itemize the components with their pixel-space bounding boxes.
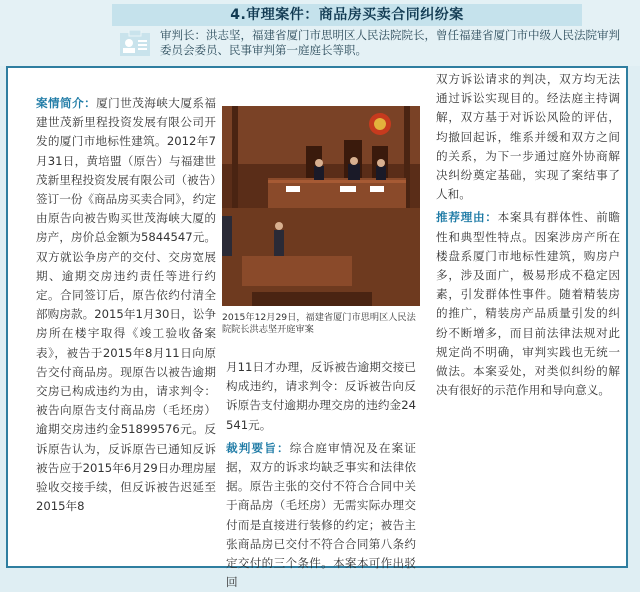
judge-bio <box>160 28 630 58</box>
judge-text: 洪志坚，福建省厦门市思明区人民法院院长，曾任福建省厦门市中级人民法院审判委员会委员、民事审判第一庭庭长等职。 <box>160 28 620 57</box>
column-3 <box>436 70 620 400</box>
ruling-label: 裁判要旨： <box>226 440 290 455</box>
case-intro-text: 厦门世茂海峡大厦系福建世茂新里程投资发展有限公司开发的厦门市地标性建筑。2012年7月31日，黄培盟（原告）与福建世茂新里程投资发展有限公司（被告）签订一份《商品房买卖合同》，约定由原告向被告购买世茂海峡大厦的房产，房价总金额为5844547元。双方就讼争房产的交付、交房宽展期、逾期交房违约责任等进行约定。合同签订后，原告依约付清全部购房款。2015年1月30日，讼争房所在楼宇取得《竣工验收备案表》，被告于2015年8月11日向原告交付商品房。现原告以被告逾期交房已构成违约为由，请求判令：被告向原告支付商品房（毛坯房）逾期交房违约金51899576元。反诉原告认为，反诉原告已通知反诉被告应于2015年6月29日办理房屋验收交接手续，但反诉被告迟延至2015年8 <box>36 96 216 514</box>
courtroom-illustration <box>222 106 420 306</box>
article-title: 4.审理案件：商品房买卖合同纠纷案 <box>112 4 582 26</box>
ruling-paragraph <box>226 439 416 592</box>
article-body-frame <box>6 66 628 590</box>
photo-caption: 2015年12月29日，福建省厦门市思明区人民法院院长洪志坚开庭审案 <box>222 312 416 335</box>
case-intro-paragraph <box>36 94 216 516</box>
recommendation-label: 推荐理由： <box>436 210 498 225</box>
case-intro-continued: 月11日才办理，反诉被告逾期交接已构成违约，请求判令：反诉被告向反诉原告支付逾期办理交房的违约金24541元。 <box>226 360 416 432</box>
judge-label: 审判长： <box>160 28 206 42</box>
article-header <box>0 0 640 66</box>
judge-profile-icon <box>120 30 150 56</box>
courtroom-photo <box>222 106 420 306</box>
column-1 <box>36 94 216 516</box>
ruling-text: 综合庭审情况及在案证据，双方的诉求均缺乏事实和法律依据。原告主张的交付不符合合同中关于商品房（毛坯房）无需实际办理交付而是直接进行装修的约定；被告主张商品房已交付不符合合同第八条约定交付的三个条件。本案本可作出驳回 <box>226 440 416 590</box>
recommendation-text: 本案具有群体性、前瞻性和典型性特点。因案涉房产所在楼盘系厦门市地标性建筑，购房户多，涉及面广，极易形成不稳定因素，引发群体性事件。随着精装房的推广，精装房产品质量引发的纠纷不断增多，而目前法律法规对此规定尚不明确，审判实践也无统一做法。本案妥处，对类似纠纷的解决有很好的示范作用和导向意义。 <box>436 210 620 398</box>
ruling-continued: 双方诉讼请求的判决，双方均无法通过诉讼实现目的。经法庭主持调解，双方基于对诉讼风险的评估，均撤回起诉，维系并缓和双方之间的关系，为下一步通过庭外协商解决纠纷奠定基础，实现了案结事了人和。 <box>436 72 620 202</box>
recommendation-paragraph <box>436 208 620 400</box>
column-2 <box>226 358 416 592</box>
case-intro-label: 案情简介： <box>36 96 97 110</box>
